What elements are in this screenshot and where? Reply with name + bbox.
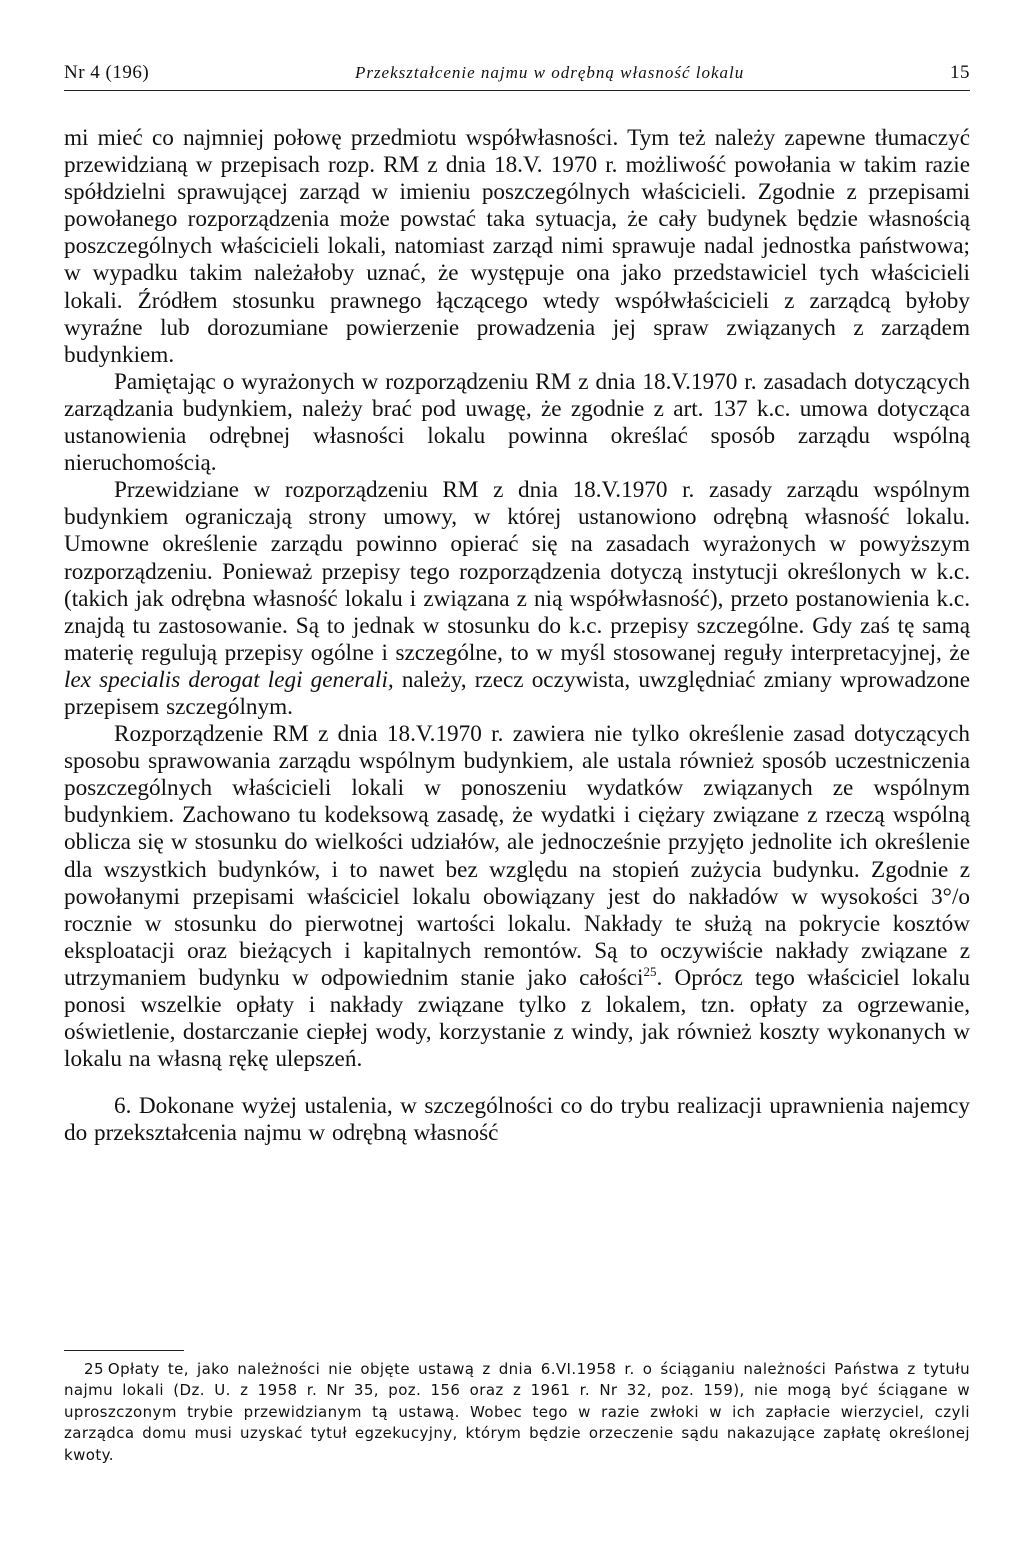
paragraph-3-text-a: Przewidziane w rozporządzeniu RM z dnia 18.V.1970 r. zasady zarządu wspólnym budynkiem ograniczają strony umowy, w której ustanowiono odrębną własność lokalu. Umowne określenie zarządu powinno opierać się na zasadach wyrażonych w powyższym rozporządzeniu. Ponieważ przepisy tego rozporządzenia dotyczą instytucji określonych w k.c. (takich jak odrębna własność lokalu i związana z nią współwłasność), przeto postanowienia k.c. znajdą tu zastosowanie. Są to jednak w stosunku do k.c. przepisy szczególne. Gdy zaś tę samą materię regulują przepisy ogólne i szczególne, to w myśl stosowanej reguły interpretacyjnej, że [64, 477, 970, 666]
footnote-25 [64, 1359, 970, 1466]
running-header [64, 62, 970, 91]
paragraph-4 [64, 721, 970, 1073]
body-text [64, 125, 970, 1147]
footnote-text: Opłaty te, jako należności nie objęte ustawą z dnia 6.VI.1958 r. o ściąganiu należności Państwa z tytułu najmu lokali (Dz. U. z 1958 r. Nr 35, poz. 156 oraz z 1961 r. Nr 32, poz. 159), nie mogą być ściągane w uproszczonym trybie przewidzianym tą ustawą. Wobec tego w razie zwłoki w ich zapłacie wierzyciel, czyli zarządca domu musi uzyskać tytuł egzekucyjny, którym będzie orzeczenie sądu nakazujące zapłatę określonej kwoty. [64, 1360, 970, 1464]
page-number: 15 [950, 62, 970, 83]
paragraph-4-text-b: . Oprócz tego właściciel lokalu ponosi wszelkie opłaty i nakłady związane tylko z lokalem, tzn. opłaty za ogrzewanie, oświetlenie, dostarczanie ciepłej wody, korzystanie z windy, jak również koszty wykonanych w lokalu na własną rękę ulepszeń. [64, 964, 970, 1073]
footnotes [64, 1350, 970, 1466]
running-title: Przekształcenie najmu w odrębną własność lokalu [354, 63, 745, 82]
footnote-rule [64, 1350, 184, 1351]
section-6-paragraph: 6. Dokonane wyżej ustalenia, w szczególności co do trybu realizacji uprawnienia najemcy do przekształcenia najmu w odrębną własność [64, 1093, 970, 1147]
paragraph-1: mi mieć co najmniej połowę przedmiotu współwłasności. Tym też należy zapewne tłumaczyć przewidzianą w przepisach rozp. RM z dnia 18.V. 1970 r. możliwość powołania w takim razie spółdzielni sprawującej zarząd w imieniu poszczególnych właścicieli. Zgodnie z przepisami powołanego rozporządzenia może powstać taka sytuacja, że cały budynek będzie własnością poszczególnych właścicieli lokali, natomiast zarząd nimi sprawuje nadal jednostka państwowa; w wypadku takim należałoby uznać, że występuje ona jako przedstawiciel tych właścicieli lokali. Źródłem stosunku prawnego łączącego wtedy współwłaścicieli z zarządcą byłoby wyraźne lub dorozumiane powierzenie prowadzenia jej spraw związanych z zarządem budynkiem. [64, 125, 970, 368]
footnote-reference[interactable]: 25 [643, 963, 657, 979]
paragraph-4-text-a: Rozporządzenie RM z dnia 18.V.1970 r. zawiera nie tylko określenie zasad dotyczących sposobu sprawowania zarządu wspólnym budynkiem, ale ustala również sposób uczestniczenia poszczególnych właścicieli lokali w ponoszeniu wydatków związanych ze wspólnym budynkiem. Zachowano tu kodeksową zasadę, że wydatki i ciężary związane z rzeczą wspólną oblicza się w stosunku do wielkości udziałów, ale jednocześnie przyjęto jednolite ich określenie dla wszystkich budynków, i to nawet bez względu na stopień zużycia budynku. Zgodnie z powołanymi przepisami właściciel lokalu obowiązany jest do nakładów w wysokości 3°/o rocznie w stosunku do pierwotnej wartości lokalu. Nakłady te służą na pokrycie kosztów eksploatacji oraz bieżących i kapitalnych remontów. Są to oczywiście nakłady związane z utrzymaniem budynku w odpowiednim stanie jako całości [64, 721, 970, 991]
paragraph-2: Pamiętając o wyrażonych w rozporządzeniu RM z dnia 18.V.1970 r. zasadach dotyczących zarządzania budynkiem, należy brać pod uwagę, że zgodnie z art. 137 k.c. umowa dotycząca ustanowienia odrębnej własności lokalu powinna określać sposób zarządu wspólną nieruchomością. [64, 368, 970, 477]
paragraph-3-text-b: należy, rzecz oczywista, uwzględniać zmiany wprowadzone przepisem szczególnym. [64, 666, 970, 720]
latin-maxim: lex specialis derogat legi generali, [64, 666, 394, 693]
issue-number: Nr 4 (196) [64, 62, 150, 83]
page [64, 62, 970, 1147]
paragraph-3 [64, 477, 970, 721]
footnote-number: 25 [84, 1360, 104, 1378]
